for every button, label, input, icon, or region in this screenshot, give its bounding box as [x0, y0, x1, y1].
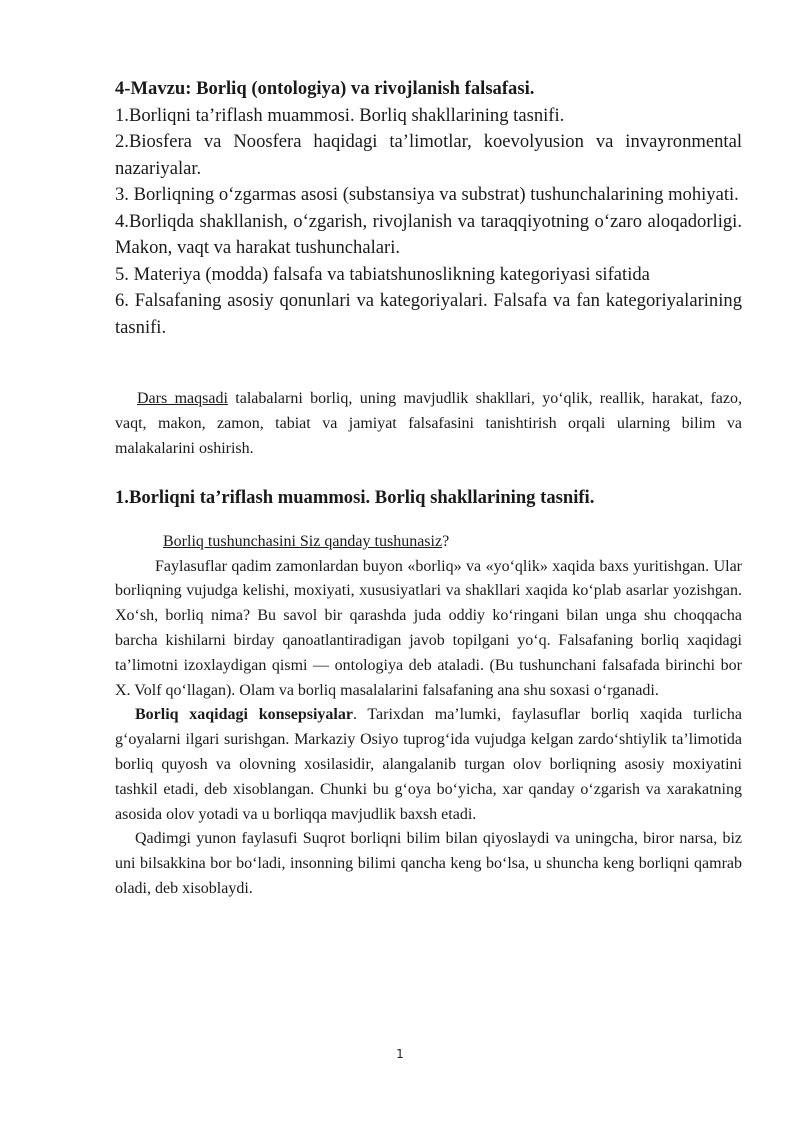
paragraph-2	[115, 703, 742, 827]
topic-item-2: 2.Biosfera va Noosfera haqidagi ta’limotlar, koevolyusion va invayronmental nazariyalar.	[115, 131, 742, 179]
document-page	[115, 76, 742, 902]
paragraph-1: Faylasuflar qadim zamonlardan buyon «borliq» va «yo‘qlik» xaqida baxs yuritishgan. Ular borliqning vujudga kelishi, moxiyati, xususiyatlari va shakllari xaqida ko‘plab asarlar yozishgan. Xo‘sh, borliq nima? Bu savol bir qarashda juda oddiy ko‘ringani bilan unga shu choqqacha barcha kishilarni birday qanoatlantiradigan javob topilgani yo‘q. Falsafaning borliq xaqidagi ta’limotni izoxlaydigan qismi — ontologiya deb ataladi. (Bu tushunchani falsafada birinchi bor X. Volf qo‘llagan). Olam va borliq masalalarini falsafaning ana shu soxasi o‘rganadi.	[115, 557, 742, 699]
topic-item-3: 3. Borliqning o‘zgarmas asosi (substansiya va substrat) tushunchalarining mohiyati.	[115, 184, 739, 205]
purpose-text: talabalarni borliq, uning mavjudlik shakllari, yo‘qlik, reallik, harakat, fazo, vaqt, makon, zamon, tabiat va jamiyat falsafasini tanishtirish orqali ularning bilim va malakalarini oshirish.	[115, 390, 743, 457]
topic-item-4: 4.Borliqda shakllanish, o‘zgarish, rivojlanish va taraqqiyotning o‘zaro aloqadorligi. Makon, vaqt va harakat tushunchalari.	[115, 210, 742, 258]
question-text: Borliq tushunchasini Siz qanday tushunasiz	[163, 532, 443, 550]
paragraph-2-text: . Tarixdan ma’lumki, faylasuflar borliq xaqida turlicha g‘oyalarni ilgari surishgan. Markaziy Osiyo tuprog‘ida vujudga kelgan zardo‘shtiylik ta’limotida borliq quyosh va olovning xosilasidir, alangalanib turgan olov borliqning asosiy moxiyatini tashkil etadi, deb xisoblangan. Chunki bu g‘oya bo‘yicha, xar qanday o‘zgarish va xarakatning asosida olov yotadi va u borliqqa mavjudlik baxsh etadi.	[115, 706, 742, 823]
paragraph-3: Qadimgi yunon faylasufi Suqrot borliqni bilim bilan qiyoslaydi va uningcha, biror narsa, biz uni bilsakkina bor bo‘ladi, insonning bilimi qancha keng bo‘lsa, u shuncha keng borliqni qamrab oladi, deb xisoblaydi.	[115, 830, 742, 898]
purpose-label: Dars maqsadi	[137, 390, 228, 407]
topic-item-1: 1.Borliqni ta’riflash muammosi. Borliq shakllarining tasnifi.	[115, 104, 565, 126]
topic-title: 4-Mavzu: Borliq (ontologiya) va rivojlanish falsafasi.	[115, 78, 535, 99]
page-number: 1	[396, 1047, 404, 1061]
lesson-purpose	[115, 387, 742, 461]
question-line	[115, 530, 742, 555]
section-heading: 1.Borliqni ta’riflash muammosi. Borliq shakllarining tasnifi.	[115, 487, 595, 509]
topic-item-6: 6. Falsafaning asosiy qonunlari va kategoriyalari. Falsafa va fan kategoriyalarining tasnifi.	[115, 290, 742, 338]
topic-item-5: 5. Materiya (modda) falsafa va tabiatshunoslikning kategoriyasi sifatida	[115, 263, 650, 285]
paragraph-2-bold: Borliq xaqidagi konsepsiyalar	[135, 706, 353, 724]
question-mark: ?	[442, 532, 450, 550]
